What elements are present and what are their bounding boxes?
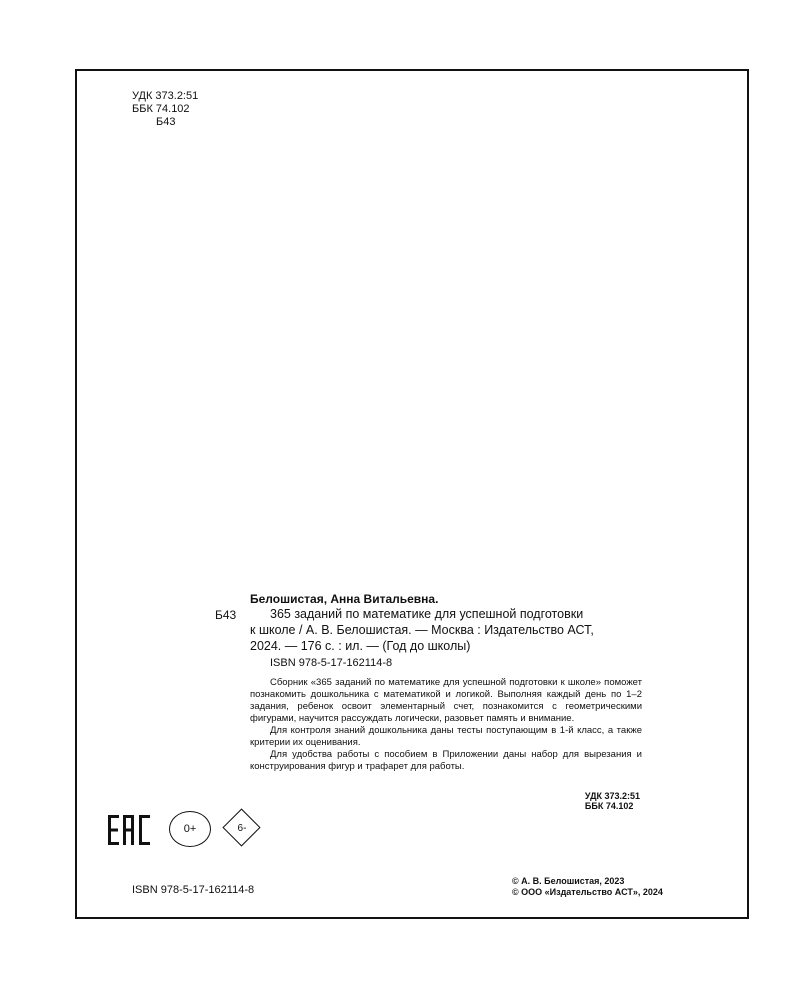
catalog-author: Белошистая, Анна Витальевна. bbox=[250, 592, 439, 606]
annotation bbox=[250, 677, 642, 773]
age-recommendation-badge bbox=[222, 808, 262, 848]
classification-codes bbox=[585, 791, 640, 811]
udk-code: УДК 373.2:51 bbox=[132, 90, 199, 102]
annotation-paragraph: Для удобства работы с пособием в Приложении даны набор для вырезания и конструирования фигур и трафарет для работы. bbox=[250, 749, 642, 772]
bbk-code: ББК 74.102 bbox=[132, 103, 190, 115]
copyright-block bbox=[512, 876, 663, 898]
annotation-paragraph: Для контроля знаний дошкольника даны тесты поступающим в 1-й класс, а также критерии их оценивания. bbox=[250, 725, 642, 748]
catalog-author-mark: Б43 bbox=[215, 608, 237, 622]
bbk-code-bottom: ББК 74.102 bbox=[584, 801, 634, 811]
age-rating-badge: 0+ bbox=[169, 811, 211, 847]
eac-mark-icon bbox=[108, 815, 154, 845]
copyright-author: © А. В. Белошистая, 2023 bbox=[512, 876, 625, 886]
age-recommendation-label: 6- bbox=[237, 822, 247, 834]
eac-logo bbox=[108, 815, 154, 850]
author-mark: Б43 bbox=[156, 116, 176, 128]
page-frame bbox=[75, 69, 749, 919]
catalog-isbn: ISBN 978-5-17-162114-8 bbox=[270, 657, 393, 669]
udk-block-top bbox=[132, 90, 198, 129]
catalog-line-2: к школе / А. В. Белошистая. — Москва : Издательство АСТ, bbox=[250, 623, 594, 637]
catalog-line-1: 365 заданий по математике для успешной подготовки bbox=[270, 607, 584, 621]
copyright-publisher: © ООО «Издательство АСТ», 2024 bbox=[512, 887, 663, 897]
annotation-paragraph: Сборник «365 заданий по математике для успешной подготовки к школе» поможет познакомить дошкольника с математикой и логикой. Выполняя каждый день по 1–2 задания, ребенок освоит элементарный счет, познакомится с геометрическими фигурами, научится рассуждать логически, разовьет память и внимание. bbox=[250, 677, 642, 724]
isbn-bottom: ISBN 978-5-17-162114-8 bbox=[132, 884, 255, 896]
catalog-description bbox=[250, 606, 640, 654]
catalog-line-3: 2024. — 176 с. : ил. — (Год до школы) bbox=[250, 639, 471, 653]
udk-code-bottom: УДК 373.2:51 bbox=[584, 791, 640, 801]
